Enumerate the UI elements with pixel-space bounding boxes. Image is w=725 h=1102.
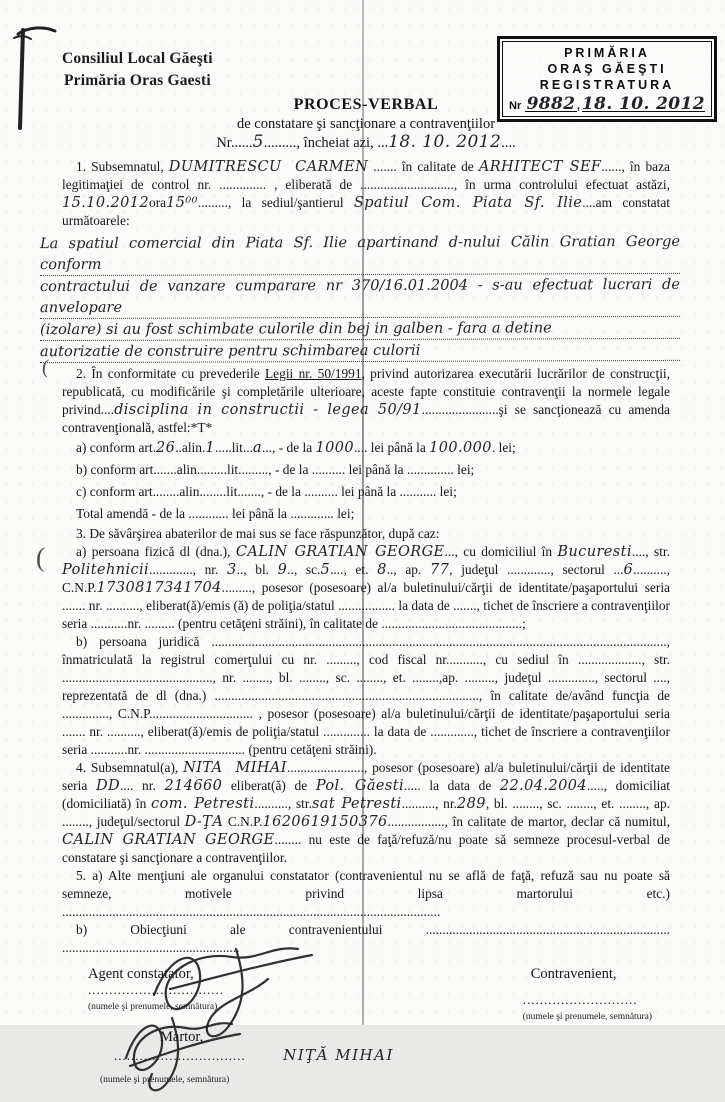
- handwritten-entry: Spatiul Com. Piata Sf. Ilie: [353, 195, 583, 211]
- printed-text: ........., la sediul/şantierul: [197, 195, 354, 210]
- sanction-line-a: [62, 437, 670, 459]
- handwritten-entry: 214660: [164, 778, 223, 794]
- printed-text: .., sc.: [287, 562, 321, 577]
- sanction-line-c: c) conform art........alin........lit......., - de la .......... lei până la ........... lei;: [76, 484, 457, 499]
- paragraph-5a-other-mentions: 5. a) Alte menţiuni ale organului constatator (contravenientul nu se află de faţă, refuză sau nu poate să semneze, motivele privind lipsa martorului etc.) .................................................................................................................: [62, 868, 670, 919]
- handwritten-entry: 77: [429, 562, 450, 578]
- printed-text: a) conform art.: [76, 440, 156, 455]
- handwritten-entry: 289: [456, 796, 486, 812]
- printed-text: ..., - de la: [261, 440, 316, 455]
- finding-line-4: autorizatie de construire pentru schimbarea culorii: [40, 339, 680, 363]
- printed-text: eliberat(ă) de: [222, 778, 316, 793]
- handwritten-entry: 1730817341704: [96, 580, 222, 596]
- agent-signature-block: [88, 965, 224, 1026]
- handwritten-entry: ARHITECT SEF: [478, 159, 602, 175]
- printed-text: ora: [149, 195, 167, 210]
- stamp-line3: REGISTRATURA: [539, 78, 675, 92]
- printed-text: a) persoana fizică dl (dna.),: [76, 544, 236, 559]
- finding-line-3: (izolare) si au fost schimbate culorile din bej in galben - fara a detine: [40, 317, 680, 341]
- handwritten-entry: 5: [252, 132, 264, 152]
- handwritten-entry: D-ŢA: [184, 814, 224, 830]
- contravenient-sublabel: (numele şi prenumele, semnătura): [522, 1012, 652, 1022]
- agent-sublabel: (numele şi prenumele, semnătura): [88, 1002, 218, 1012]
- handwritten-entry: 15.10.2012: [62, 195, 150, 211]
- paragraph-1-subsemnatul: [62, 158, 670, 230]
- handwritten-entry: 1000: [315, 440, 355, 456]
- document-subtitle: de constatare şi sancţionare a contravenţiilor: [236, 116, 496, 132]
- handwritten-entry: disciplina in constructii - legea 50/91: [114, 402, 422, 418]
- printed-text: , privind autorizarea executării lucrărilor de construcţii, republicată, cu modificările şi completările ulterioare, aceste fapte constituie contravenţii la normele legale privind....: [62, 366, 670, 417]
- witness-label: Martor,: [160, 1029, 204, 1045]
- printed-text: .........., str.: [254, 796, 312, 811]
- stamp-line1: PRIMĂRIA: [564, 46, 650, 60]
- printed-text: ......................., posesor (posesoare) al/a buletinului/cărţii de identitate seria: [62, 760, 670, 793]
- handwritten-entry: Bucuresti: [557, 544, 632, 560]
- printed-text: ........ nu este de faţă/refuză/nu poate să semneze procesul-verbal de constatare şi sancţionare a contravenţiilor.: [62, 832, 670, 865]
- stamp-comma: ,: [576, 100, 580, 112]
- printed-text: .........., C.N.P.: [62, 562, 670, 595]
- printed-text: 4. Subsemnatul(a),: [76, 760, 184, 775]
- printed-text: .., ap.: [386, 562, 430, 577]
- printed-text: .........., nr.: [401, 796, 457, 811]
- finding-line-2: contractului de vanzare cumparare nr 370/16.01.2004 - s-au efectuat lucrari de anvelopare: [40, 274, 680, 319]
- printed-text: .., bl.: [236, 562, 278, 577]
- authority-line1: Consiliul Local Găeşti: [62, 50, 213, 67]
- printed-text: C.N.P.: [223, 814, 263, 829]
- paragraph-5b-objections: b) Obiecţiuni ale contravenientului ......................................................................... .....................................................: [62, 922, 670, 955]
- printed-text: .......................şi se sancţionează cu amenda contravenţională, astfel:*T*: [62, 402, 670, 435]
- printed-text: Nr......: [216, 135, 253, 151]
- printed-text: ......, în baza legitimaţiei de control nr. .............. , eliberată de ............................, în urma controlului efectuat astăzi,: [62, 159, 670, 192]
- handwritten-entry: 8: [377, 562, 387, 578]
- handwritten-entry: 3: [226, 562, 237, 578]
- handwritten-entry: 22.04.2004: [499, 778, 587, 794]
- handwritten-entry: com. Petresti: [151, 796, 255, 812]
- stamp-registry-date: 18. 10. 2012: [581, 94, 705, 114]
- handwritten-findings: [40, 232, 680, 362]
- handwritten-entry: 1620619150376: [262, 814, 388, 830]
- printed-text: ........., încheiat azi, ...: [263, 135, 389, 151]
- contravenient-label: Contravenient,: [530, 966, 617, 982]
- witness-sublabel: (numele şi prenumele, semnătura): [100, 1075, 230, 1085]
- printed-text: ....: [501, 135, 516, 151]
- handwritten-entry: NITA MIHAI: [183, 760, 287, 776]
- printed-text: ....am constatat următoarele:: [62, 195, 670, 228]
- document-body: [39, 96, 680, 1089]
- agent-signature-line: ................................: [88, 982, 224, 997]
- handwritten-entry: DUMITRESCU CARMEN: [168, 159, 369, 175]
- handwritten-entry: CALIN GRATIAN GEORGE: [235, 544, 445, 560]
- stamp-line2: ORAŞ GĂEŞTI: [547, 62, 667, 76]
- contravenient-signature-line: ...........................: [522, 992, 638, 1007]
- printed-text: ..., cu domiciliul în: [444, 544, 558, 559]
- authority-line2: Primăria Oras Gaesti: [63, 72, 211, 89]
- handwritten-entry: Politehnicii: [62, 562, 150, 578]
- handwritten-entry: Pol. Găesti: [315, 778, 404, 794]
- scan-artifact: (: [40, 355, 50, 379]
- handwritten-entry: DD: [95, 778, 120, 794]
- printed-text: ............., nr.: [149, 562, 227, 577]
- handwritten-entry: 9: [277, 562, 288, 578]
- printed-text: ..alin.: [175, 440, 206, 455]
- handwritten-entry: 5: [320, 562, 331, 578]
- printed-text: ........., posesor (posesoare) al/a buletinului/cărţii de identitate/paşaportului seria ....... nr. .........., eliberat(ă)/emis (ă) de poliţia/statul ................. la data de ......., tichet de înscriere a contravenţiilor seria ...........nr. ......... (pentru cetăţeni străini), în calitate de ..........................................;: [62, 580, 670, 631]
- witness-handwritten-name: NIŢĂ MIHAI: [283, 1046, 394, 1064]
- agent-label: Agent constatator,: [88, 966, 194, 982]
- signature-row: [62, 965, 670, 1026]
- sanction-line-total: Total amendă - de la ............ lei până la ............. lei;: [76, 506, 355, 521]
- stamp-nr-label: Nr: [509, 100, 522, 112]
- printed-text: 2. În conformitate cu prevederile: [76, 366, 265, 381]
- handwritten-entry: 1: [205, 440, 215, 456]
- printed-text: ...., str.: [631, 544, 670, 559]
- handwritten-entry: 6: [623, 562, 634, 578]
- issuing-authority: [62, 48, 213, 92]
- printed-text: Legii nr. 50/1991: [265, 366, 362, 381]
- handwritten-entry: 26: [155, 440, 176, 456]
- stamp-registry-number: 9882: [526, 94, 576, 114]
- printed-text: .... nr.: [120, 778, 165, 793]
- printed-text: , judeţul ............., sectorul ...: [449, 562, 624, 577]
- handwritten-entry: a: [252, 440, 262, 456]
- handwritten-entry: 15⁰⁰: [166, 195, 198, 211]
- paragraph-3b-legal-person: b) persoana juridică ........................................................................................................................................, înmatriculată la registrul comerţului cu nr. ........., cod fiscal nr..........., cu sediul în ..................., str. ............................................., nr. ........, bl. ........, sc. ........, et. ........,ap. ........., judeţul .............., sectorul ...., reprezentată de dl (dna.) ..............................................................................., în calitate de/având funcţia de .............., C.N.P............................... , posesor (posesoare) al/a buletinului/cărţii de identitate/paşaportului seria ....... nr. .........., eliberat(ă)/emis de poliţia/statul .............. la data de ............., tichet de înscriere a contravenţiilor seria ...........nr. .............................. (pentru cetăţeni străini).: [62, 634, 670, 757]
- printed-text: ....... în calitate de: [368, 159, 479, 174]
- printed-text: .... lei până la: [354, 440, 430, 455]
- printed-text: 1. Subsemnatul,: [76, 159, 169, 174]
- document-title-block: [62, 96, 670, 152]
- paragraph-3-heading: 3. De săvârşirea abaterilor de mai sus se face răspunzător, după caz:: [76, 526, 440, 541]
- printed-text: ...., et.: [330, 562, 378, 577]
- handwritten-entry: sat Petresti: [311, 796, 402, 812]
- contravenient-signature-block: [523, 965, 652, 1026]
- printed-text: ..... la data de: [403, 778, 500, 793]
- pen-corner-mark: [8, 22, 62, 146]
- document-title: PROCES-VERBAL: [293, 96, 439, 113]
- handwritten-entry: 100.000: [429, 440, 492, 456]
- paragraph-4-witness: [62, 759, 670, 867]
- handwritten-entry: CALIN GRATIAN GEORGE: [62, 832, 275, 848]
- printed-text: , bl. ........, sc. ........, et. ........, ap. ........, judeţul/sectorul: [62, 796, 670, 829]
- scan-artifact: (: [35, 541, 46, 573]
- paragraph-3a-natural-person: [62, 543, 670, 633]
- printed-text: .....lit...: [214, 440, 253, 455]
- document-number-line: [62, 134, 670, 152]
- paragraph-2-legal-basis: [62, 365, 670, 437]
- printed-text: . lei;: [491, 440, 516, 455]
- witness-signature-block: [62, 1028, 670, 1089]
- finding-line-1: La spatiul comercial din Piata Sf. Ilie apartinand d-nului Călin Gratian George conform: [40, 231, 680, 276]
- printed-text: ................., în calitate de martor, declar că numitul,: [387, 814, 670, 829]
- handwritten-entry: 18. 10. 2012: [388, 132, 502, 152]
- sanction-line-b: b) conform art.......alin.........lit........., - de la .......... lei până la .............. lei;: [76, 462, 475, 477]
- witness-signature-line: ...............................: [114, 1048, 246, 1063]
- printed-text: ....., domiciliat (domiciliată) în: [62, 778, 670, 811]
